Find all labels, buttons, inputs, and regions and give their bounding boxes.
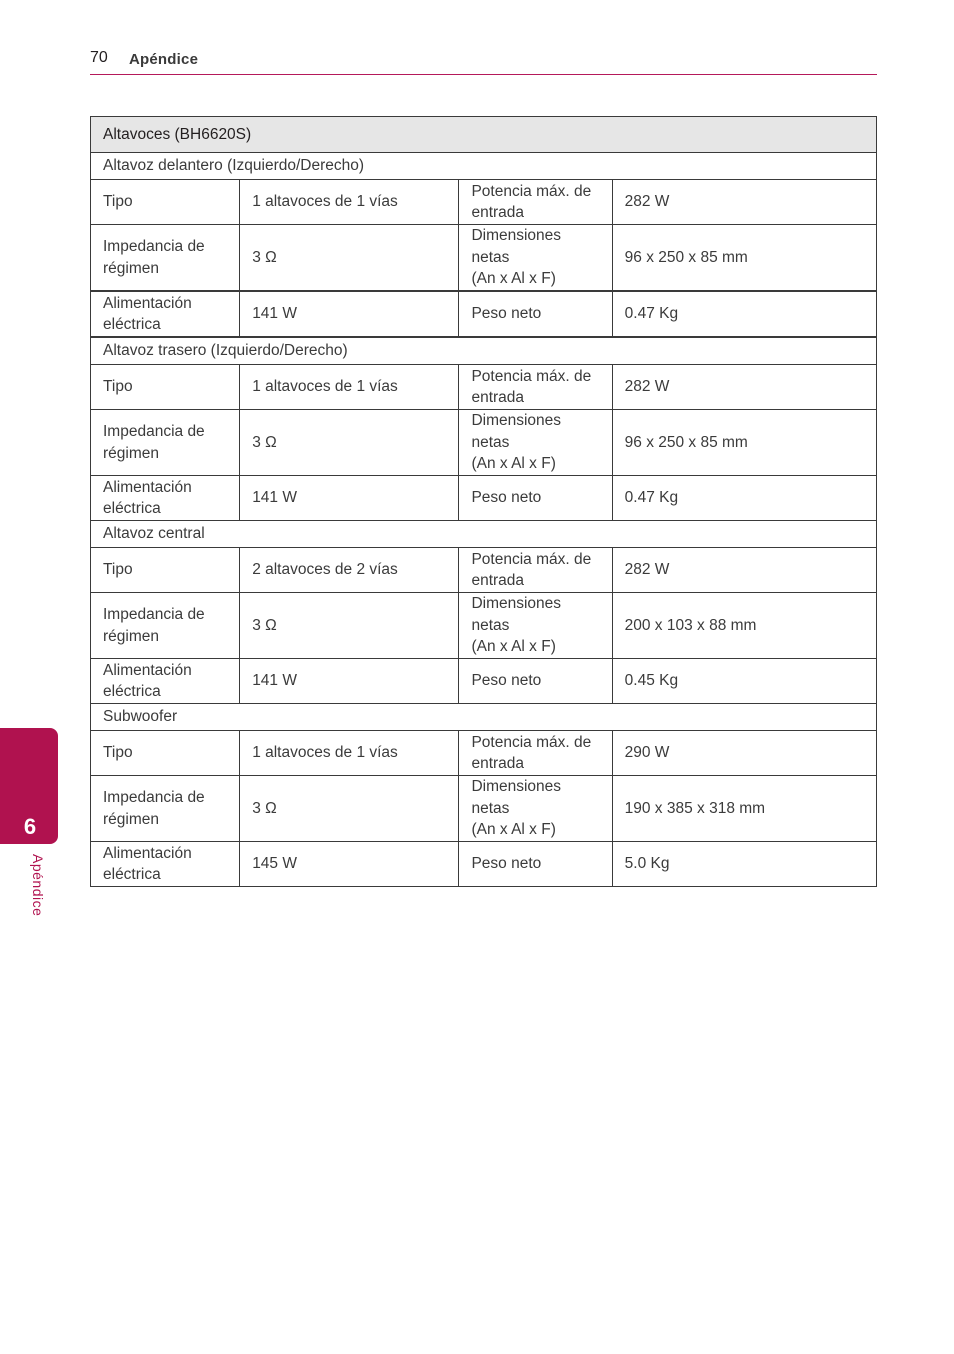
spec-label-line: Dimensiones [471, 412, 562, 430]
spec-label-line: Impedancia de [103, 238, 205, 255]
spec-value: 145 W [240, 842, 459, 887]
spec-label-line: Alimentación [103, 844, 192, 862]
spec-label-line: Tipo [103, 193, 133, 211]
spec-label-line: entrada [471, 572, 525, 589]
group-header-row [91, 704, 877, 731]
spec-label [459, 410, 612, 476]
spec-label [91, 365, 240, 410]
table-row [91, 291, 877, 337]
table-row [91, 842, 877, 887]
spec-label [91, 225, 240, 292]
group-header-row [91, 337, 877, 365]
spec-label-line: régimen [103, 444, 159, 462]
spec-value: 5.0 Kg [612, 842, 876, 887]
table-row [91, 593, 877, 659]
spec-label-line: Potencia máx. de [471, 733, 592, 751]
spec-value: 282 W [612, 180, 876, 225]
spec-value: 141 W [240, 291, 459, 337]
spec-value: 141 W [240, 659, 459, 704]
group-name: Altavoz trasero (Izquierdo/Derecho) [91, 337, 877, 365]
spec-label-line: eléctrica [103, 683, 161, 700]
page-number: 70 [90, 49, 108, 66]
spec-label-line: Dimensiones [471, 778, 562, 796]
spec-label [459, 548, 612, 593]
spec-label-line: Potencia máx. de [471, 550, 592, 568]
group-name: Altavoz delantero (Izquierdo/Derecho) [91, 153, 877, 180]
spec-value: 3 Ω [240, 225, 459, 292]
spec-label-line: Alimentación [103, 478, 192, 496]
chapter-number: 6 [23, 814, 37, 839]
spec-value: 141 W [240, 476, 459, 521]
spec-label-line: eléctrica [103, 316, 161, 333]
table-row [91, 410, 877, 476]
group-header-row [91, 153, 877, 180]
table-title-row [91, 117, 877, 153]
spec-label [91, 731, 240, 776]
spec-label [91, 476, 240, 521]
spec-value: 2 altavoces de 2 vías [240, 548, 459, 593]
spec-label-line: Potencia máx. de [471, 367, 592, 385]
spec-label-line: Potencia máx. de [471, 182, 592, 200]
spec-value: 190 x 385 x 318 mm [612, 776, 876, 842]
spec-label-line: Peso neto [471, 672, 542, 690]
spec-value: 200 x 103 x 88 mm [612, 593, 876, 659]
spec-label [91, 548, 240, 593]
table-row [91, 225, 877, 292]
spec-label [459, 731, 612, 776]
spec-label [91, 291, 240, 337]
spec-label-line: netas [471, 433, 510, 451]
spec-label-line: Tipo [103, 561, 133, 579]
table-row [91, 365, 877, 410]
spec-value: 3 Ω [240, 410, 459, 476]
spec-label [91, 593, 240, 659]
spec-label [91, 659, 240, 704]
spec-label-line: Impedancia de [103, 606, 205, 623]
spec-label-line: Peso neto [471, 855, 542, 873]
spec-label-line: Alimentación [103, 661, 192, 679]
spec-label-line: netas [471, 799, 510, 817]
section-title: Apéndice [129, 51, 199, 68]
spec-label-line: Impedancia de [103, 789, 205, 806]
spec-value: 1 altavoces de 1 vías [240, 731, 459, 776]
spec-value: 0.47 Kg [612, 291, 876, 337]
spec-value: 0.45 Kg [612, 659, 876, 704]
speaker-spec-table [90, 116, 877, 887]
table-row [91, 180, 877, 225]
table-row [91, 776, 877, 842]
spec-label [459, 842, 612, 887]
table-row [91, 548, 877, 593]
spec-label [459, 659, 612, 704]
spec-label [459, 180, 612, 225]
spec-label-line: Peso neto [471, 489, 542, 507]
spec-label-line: Peso neto [471, 305, 542, 323]
spec-label-line: (An x Al x F) [471, 270, 556, 288]
table-title: Altavoces (BH6620S) [91, 117, 877, 153]
chapter-label: Apéndice [30, 854, 46, 917]
group-name: Altavoz central [91, 521, 877, 548]
spec-label-line: netas [471, 616, 510, 634]
spec-label [459, 593, 612, 659]
spec-label [91, 842, 240, 887]
spec-label-line: eléctrica [103, 500, 161, 517]
spec-label-line: eléctrica [103, 866, 161, 883]
spec-label-line: Impedancia de [103, 423, 205, 440]
spec-value: 96 x 250 x 85 mm [612, 225, 876, 292]
spec-value: 290 W [612, 731, 876, 776]
spec-value: 1 altavoces de 1 vías [240, 180, 459, 225]
spec-label-line: Tipo [103, 744, 133, 762]
spec-label-line: entrada [471, 204, 525, 221]
spec-value: 1 altavoces de 1 vías [240, 365, 459, 410]
spec-label-line: (An x Al x F) [471, 638, 556, 656]
spec-label [459, 776, 612, 842]
spec-value: 96 x 250 x 85 mm [612, 410, 876, 476]
spec-value: 282 W [612, 365, 876, 410]
spec-value: 3 Ω [240, 593, 459, 659]
spec-label [91, 410, 240, 476]
group-name: Subwoofer [91, 704, 877, 731]
spec-label-line: (An x Al x F) [471, 455, 556, 473]
spec-label [459, 365, 612, 410]
spec-label [91, 180, 240, 225]
spec-label-line: (An x Al x F) [471, 821, 556, 839]
spec-label [459, 291, 612, 337]
spec-label-line: régimen [103, 627, 159, 645]
table-row [91, 659, 877, 704]
spec-label-line: Alimentación [103, 294, 192, 312]
table-row [91, 476, 877, 521]
spec-label-line: régimen [103, 259, 159, 277]
spec-label-line: régimen [103, 810, 159, 828]
spec-value: 3 Ω [240, 776, 459, 842]
spec-label-line: entrada [471, 389, 525, 406]
spec-value: 0.47 Kg [612, 476, 876, 521]
spec-label [459, 225, 612, 292]
spec-value: 282 W [612, 548, 876, 593]
spec-label [459, 476, 612, 521]
table-row [91, 731, 877, 776]
group-header-row [91, 521, 877, 548]
spec-label-line: Dimensiones [471, 227, 562, 245]
spec-label-line: entrada [471, 755, 525, 772]
spec-label-line: netas [471, 248, 510, 266]
spec-label [91, 776, 240, 842]
spec-label-line: Tipo [103, 378, 133, 396]
page-header [90, 48, 877, 74]
header-rule [90, 74, 877, 75]
spec-label-line: Dimensiones [471, 595, 562, 613]
